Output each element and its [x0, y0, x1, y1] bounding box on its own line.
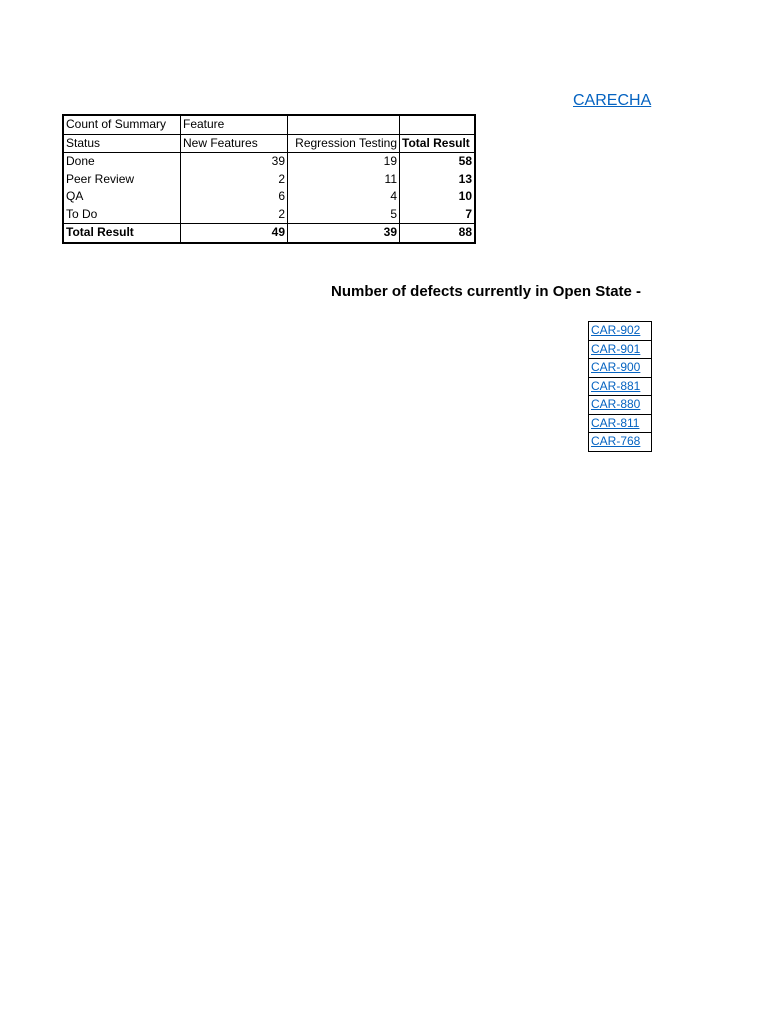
pivot-header-count: Count of Summary — [63, 115, 181, 134]
row-status: Done — [63, 153, 181, 171]
defect-link[interactable]: CAR-768 — [591, 434, 641, 449]
row-status: QA — [63, 188, 181, 206]
total-regression-testing: 39 — [288, 224, 400, 243]
defects-list — [588, 321, 652, 452]
list-item — [589, 377, 652, 396]
pivot-table — [62, 114, 476, 244]
pivot-header-row — [63, 115, 475, 134]
row-new-features: 39 — [181, 153, 288, 171]
list-item — [589, 340, 652, 359]
row-new-features: 2 — [181, 206, 288, 224]
row-status: To Do — [63, 206, 181, 224]
defect-link[interactable]: CAR-811 — [591, 415, 640, 430]
row-total: 13 — [458, 171, 472, 186]
row-new-features: 6 — [181, 188, 288, 206]
row-total: 58 — [458, 154, 472, 169]
list-item — [589, 396, 652, 415]
title-link[interactable]: CARECHA — [573, 92, 652, 109]
total-grand: 88 — [400, 224, 476, 243]
row-regression-testing: 11 — [288, 171, 400, 189]
defect-link[interactable]: CAR-881 — [591, 378, 641, 393]
row-regression-testing: 5 — [288, 206, 400, 224]
row-total: 7 — [465, 206, 472, 221]
row-status: Peer Review — [63, 171, 181, 189]
defect-link[interactable]: CAR-880 — [591, 397, 641, 412]
column-status: Status — [63, 134, 181, 153]
pivot-column-row — [63, 134, 475, 153]
column-new-features: New Features — [181, 134, 288, 153]
defect-link[interactable]: CAR-900 — [591, 360, 641, 375]
row-total: 10 — [458, 189, 472, 204]
table-row — [63, 171, 475, 189]
list-item — [589, 414, 652, 433]
list-item — [589, 359, 652, 378]
total-new-features: 49 — [181, 224, 288, 243]
pivot-header-empty-2 — [400, 115, 476, 134]
defect-link[interactable]: CAR-902 — [591, 323, 641, 338]
row-regression-testing: 19 — [288, 153, 400, 171]
column-total-result: Total Result — [400, 134, 476, 153]
row-regression-testing: 4 — [288, 188, 400, 206]
defect-link[interactable]: CAR-901 — [591, 341, 641, 356]
pivot-total-row — [63, 224, 475, 243]
pivot-header-empty-1 — [288, 115, 400, 134]
column-regression-testing: Regression Testing — [288, 134, 400, 153]
table-row — [63, 153, 475, 171]
pivot-header-feature: Feature — [181, 115, 288, 134]
list-item — [589, 433, 652, 452]
total-label: Total Result — [63, 224, 181, 243]
defects-heading: Number of defects currently in Open State - — [331, 283, 642, 300]
list-item — [589, 322, 652, 341]
row-new-features: 2 — [181, 171, 288, 189]
table-row — [63, 188, 475, 206]
table-row — [63, 206, 475, 224]
